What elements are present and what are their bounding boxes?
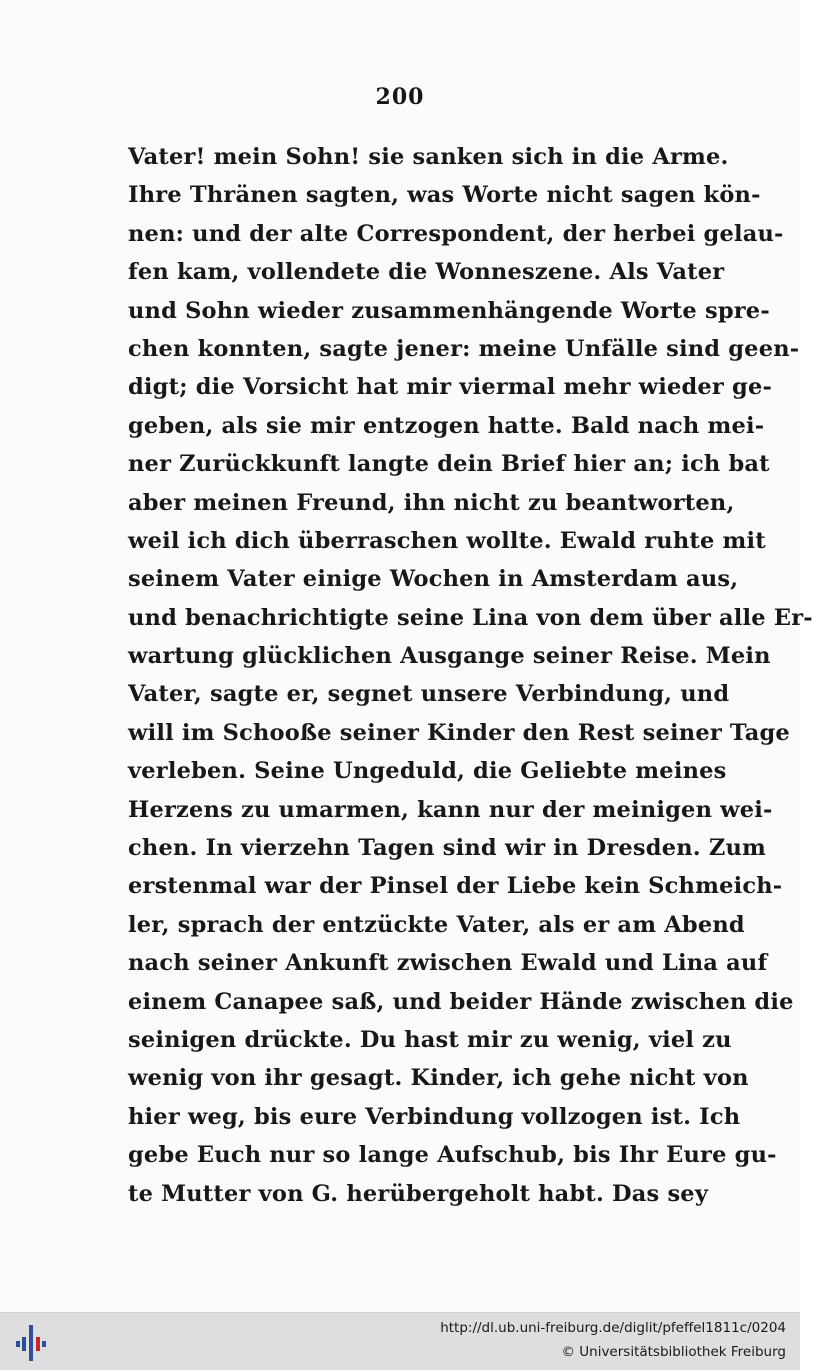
text-line: gebe Euch nur so lange Aufschub, bis Ihr Eure gu- xyxy=(128,1142,777,1169)
text-line: wenig von ihr gesagt. Kinder, ich gehe nicht von xyxy=(128,1065,749,1092)
text-line: Vater, sagte er, segnet unsere Verbindung, und xyxy=(128,681,730,708)
footer-bar xyxy=(0,1312,800,1370)
page-number: 200 xyxy=(375,84,425,110)
text-line: Herzens zu umarmen, kann nur der meinigen wei- xyxy=(128,796,773,823)
text-line: erstenmal war der Pinsel der Liebe kein Schmeich- xyxy=(128,873,783,900)
text-line: fen kam, vollendete die Wonneszene. Als Vater xyxy=(128,259,725,286)
ub-freiburg-logo-icon[interactable] xyxy=(14,1323,48,1363)
text-line: will im Schooße seiner Kinder den Rest seiner Tage xyxy=(128,719,790,746)
text-line: aber meinen Freund, ihn nicht zu beantworten, xyxy=(128,489,735,516)
text-line: nen: und der alte Correspondent, der herbei gelau- xyxy=(128,220,784,247)
page-text xyxy=(128,138,813,1213)
text-line: seinigen drückte. Du hast mir zu wenig, viel zu xyxy=(128,1026,732,1053)
text-line: Vater! mein Sohn! sie sanken sich in die Arme. xyxy=(128,144,729,170)
text-line: chen konnten, sagte jener: meine Unfälle sind geen- xyxy=(128,335,800,362)
text-line: ler, sprach der entzückte Vater, als er am Abend xyxy=(128,911,745,938)
copyright-notice: © Universitätsbibliothek Freiburg xyxy=(561,1344,786,1360)
text-line: einem Canapee saß, und beider Hände zwischen die xyxy=(128,988,794,1015)
text-line: hier weg, bis eure Verbindung vollzogen ist. Ich xyxy=(128,1103,741,1130)
text-line: seinem Vater einige Wochen in Amsterdam aus, xyxy=(128,566,739,593)
text-line: und benachrichtigte seine Lina von dem über alle Er- xyxy=(128,604,813,631)
text-line: weil ich dich überraschen wollte. Ewald ruhte mit xyxy=(128,527,766,554)
text-line: digt; die Vorsicht hat mir viermal mehr wieder ge- xyxy=(128,374,773,401)
text-line: wartung glücklichen Ausgange seiner Reise. Mein xyxy=(128,643,771,670)
text-line: verleben. Seine Ungeduld, die Geliebte meines xyxy=(128,758,727,785)
text-line: chen. In vierzehn Tagen sind wir in Dresden. Zum xyxy=(128,835,767,862)
text-line: Ihre Thränen sagten, was Worte nicht sagen kön- xyxy=(128,182,761,209)
text-line: nach seiner Ankunft zwischen Ewald und Lina auf xyxy=(128,950,768,977)
text-line: ner Zurückkunft langte dein Brief hier an; ich bat xyxy=(128,451,770,478)
source-url-link[interactable]: http://dl.ub.uni-freiburg.de/diglit/pfeffel1811c/0204 xyxy=(440,1320,786,1336)
text-line: te Mutter von G. herübergeholt habt. Das sey xyxy=(128,1180,709,1207)
text-line: geben, als sie mir entzogen hatte. Bald nach mei- xyxy=(128,412,765,439)
text-line: und Sohn wieder zusammenhängende Worte spre- xyxy=(128,297,770,324)
